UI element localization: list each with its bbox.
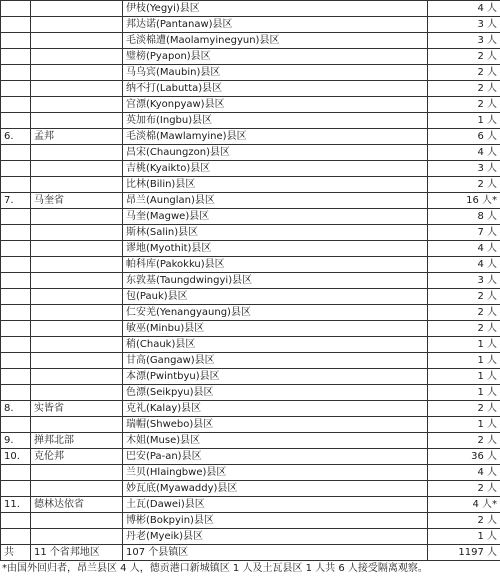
- table-row: [1, 481, 500, 497]
- region-name: 掸邦北部: [31, 433, 123, 449]
- region-name: [31, 465, 123, 481]
- case-count: 2 人: [428, 433, 500, 449]
- table-row: [1, 513, 500, 529]
- region-name: [31, 81, 123, 97]
- table-row: [1, 193, 500, 209]
- row-number: [1, 241, 31, 257]
- region-name: [31, 1, 123, 17]
- table-row: [1, 529, 500, 545]
- row-number: [1, 337, 31, 353]
- county-name: 包(Pauk)县区: [123, 289, 428, 305]
- region-name: [31, 481, 123, 497]
- region-name: 孟邦: [31, 129, 123, 145]
- row-number: [1, 161, 31, 177]
- row-number: [1, 113, 31, 129]
- case-count: 1 人: [428, 417, 500, 433]
- case-count: 1197 人: [428, 545, 500, 561]
- county-name: 克礼(Kalay)县区: [123, 401, 428, 417]
- row-number: [1, 273, 31, 289]
- county-name: 土瓦(Dawei)县区: [123, 497, 428, 513]
- table-row: [1, 81, 500, 97]
- table-row: [1, 257, 500, 273]
- county-name: 斯林(Salin)县区: [123, 225, 428, 241]
- case-count: 1 人: [428, 113, 500, 129]
- region-name: 克伦邦: [31, 449, 123, 465]
- row-number: [1, 369, 31, 385]
- region-name: [31, 321, 123, 337]
- table-row: [1, 49, 500, 65]
- table-row: [1, 401, 500, 417]
- region-name: [31, 513, 123, 529]
- table-row: [1, 417, 500, 433]
- row-number: [1, 65, 31, 81]
- row-number: 8.: [1, 401, 31, 417]
- region-name: 11 个省邦地区: [31, 545, 123, 561]
- total-row: [1, 545, 500, 561]
- county-name: 兰贝(Hlaingbwe)县区: [123, 465, 428, 481]
- region-name: [31, 17, 123, 33]
- county-name: 宫漂(Kyonpyaw)县区: [123, 97, 428, 113]
- region-name: [31, 257, 123, 273]
- table-row: [1, 241, 500, 257]
- region-name: [31, 33, 123, 49]
- row-number: 共: [1, 545, 31, 561]
- row-number: [1, 145, 31, 161]
- row-number: [1, 289, 31, 305]
- region-name: [31, 161, 123, 177]
- row-number: 11.: [1, 497, 31, 513]
- case-count: 1 人: [428, 385, 500, 401]
- case-count: 4 人: [428, 257, 500, 273]
- footnote: *由国外回归者，昂兰县区 4 人，德贡港口新城镇区 1 人及土瓦县区 1 人共 6 人接受隔离观察。: [0, 561, 500, 576]
- table-row: [1, 129, 500, 145]
- case-count: 6 人: [428, 129, 500, 145]
- case-count: 3 人: [428, 33, 500, 49]
- region-name: [31, 273, 123, 289]
- table-row: [1, 433, 500, 449]
- table-row: [1, 289, 500, 305]
- row-number: [1, 353, 31, 369]
- region-name: [31, 177, 123, 193]
- table-row: [1, 113, 500, 129]
- table-row: [1, 161, 500, 177]
- county-name: 马奎(Magwe)县区: [123, 209, 428, 225]
- county-name: 昂兰(Aunglan)县区: [123, 193, 428, 209]
- table-row: [1, 65, 500, 81]
- case-count: 2 人: [428, 401, 500, 417]
- table-row: [1, 97, 500, 113]
- case-count: 1 人: [428, 529, 500, 545]
- table-row: [1, 209, 500, 225]
- table-row: [1, 1, 500, 17]
- table-row: [1, 273, 500, 289]
- row-number: 9.: [1, 433, 31, 449]
- region-name: [31, 209, 123, 225]
- table-row: [1, 497, 500, 513]
- county-name: 伊枝(Yegyi)县区: [123, 1, 428, 17]
- case-count: 2 人: [428, 289, 500, 305]
- region-name: [31, 353, 123, 369]
- table-row: [1, 369, 500, 385]
- region-name: [31, 417, 123, 433]
- row-number: [1, 529, 31, 545]
- case-count: 1 人: [428, 369, 500, 385]
- county-name: 毛淡棉(Mawlamyine)县区: [123, 129, 428, 145]
- case-count: 1 人: [428, 337, 500, 353]
- row-number: [1, 465, 31, 481]
- case-count: 7 人: [428, 225, 500, 241]
- table-row: [1, 449, 500, 465]
- case-count: 4 人*: [428, 497, 500, 513]
- region-name: [31, 305, 123, 321]
- case-count: 2 人: [428, 65, 500, 81]
- row-number: [1, 1, 31, 17]
- row-number: [1, 321, 31, 337]
- row-number: [1, 513, 31, 529]
- row-number: [1, 81, 31, 97]
- county-name: 吉桃(Kyaikto)县区: [123, 161, 428, 177]
- region-name: [31, 65, 123, 81]
- row-number: [1, 17, 31, 33]
- row-number: [1, 97, 31, 113]
- region-name: [31, 289, 123, 305]
- table-row: [1, 177, 500, 193]
- table-row: [1, 145, 500, 161]
- case-count: 3 人: [428, 17, 500, 33]
- row-number: 10.: [1, 449, 31, 465]
- row-number: [1, 209, 31, 225]
- case-count: 3 人: [428, 161, 500, 177]
- region-name: [31, 113, 123, 129]
- county-name: 甘高(Gangaw)县区: [123, 353, 428, 369]
- case-count: 4 人: [428, 465, 500, 481]
- region-name: [31, 529, 123, 545]
- case-count: 1 人: [428, 353, 500, 369]
- region-name: [31, 97, 123, 113]
- row-number: [1, 177, 31, 193]
- table-row: [1, 33, 500, 49]
- county-name: 妙瓦底(Myawaddy)县区: [123, 481, 428, 497]
- table-row: [1, 465, 500, 481]
- region-name: [31, 225, 123, 241]
- table-row: [1, 305, 500, 321]
- case-count: 2 人: [428, 49, 500, 65]
- region-name: 德林达依省: [31, 497, 123, 513]
- row-number: [1, 385, 31, 401]
- row-number: [1, 481, 31, 497]
- row-number: [1, 49, 31, 65]
- row-number: [1, 225, 31, 241]
- county-name: 木姐(Muse)县区: [123, 433, 428, 449]
- county-name: 璧榜(Pyapon)县区: [123, 49, 428, 65]
- table-row: [1, 385, 500, 401]
- table-row: [1, 353, 500, 369]
- case-count: 2 人: [428, 305, 500, 321]
- row-number: [1, 257, 31, 273]
- county-name: 毛淡棉遭(Maolamyinegyun)县区: [123, 33, 428, 49]
- table-row: [1, 17, 500, 33]
- region-name: [31, 369, 123, 385]
- county-name: 邦达诺(Pantanaw)县区: [123, 17, 428, 33]
- county-name: 色漂(Seikpyu)县区: [123, 385, 428, 401]
- case-count: 3 人: [428, 273, 500, 289]
- case-count: 2 人: [428, 481, 500, 497]
- county-name: 仁安羌(Yenangyaung)县区: [123, 305, 428, 321]
- row-number: 7.: [1, 193, 31, 209]
- region-name: [31, 385, 123, 401]
- county-name: 本漂(Pwintbyu)县区: [123, 369, 428, 385]
- case-count: 36 人: [428, 449, 500, 465]
- county-name: 博彬(Bokpyin)县区: [123, 513, 428, 529]
- case-count: 4 人: [428, 241, 500, 257]
- county-name: 谬地(Myothit)县区: [123, 241, 428, 257]
- county-name: 瑞帽(Shwebo)县区: [123, 417, 428, 433]
- county-name: 敏巫(Minbu)县区: [123, 321, 428, 337]
- county-name: 稍(Chauk)县区: [123, 337, 428, 353]
- case-count: 8 人: [428, 209, 500, 225]
- case-count: 2 人: [428, 97, 500, 113]
- table-row: [1, 321, 500, 337]
- row-number: [1, 305, 31, 321]
- table-row: [1, 225, 500, 241]
- county-name: 107 个县镇区: [123, 545, 428, 561]
- region-name: 实皆省: [31, 401, 123, 417]
- row-number: 6.: [1, 129, 31, 145]
- case-count: 4 人: [428, 1, 500, 17]
- county-name: 纳不打(Labutta)县区: [123, 81, 428, 97]
- case-count: 4 人: [428, 145, 500, 161]
- case-count: 2 人: [428, 81, 500, 97]
- row-number: [1, 417, 31, 433]
- case-count: 2 人: [428, 321, 500, 337]
- region-name: 马奎省: [31, 193, 123, 209]
- county-name: 东敦基(Taungdwingyi)县区: [123, 273, 428, 289]
- region-name: [31, 337, 123, 353]
- county-name: 马乌宾(Maubin)县区: [123, 65, 428, 81]
- region-name: [31, 241, 123, 257]
- region-name: [31, 145, 123, 161]
- case-table-body: [1, 1, 500, 561]
- county-name: 比林(Bilin)县区: [123, 177, 428, 193]
- row-number: [1, 33, 31, 49]
- county-name: 帕科库(Pakokku)县区: [123, 257, 428, 273]
- case-count: 16 人*: [428, 193, 500, 209]
- table-row: [1, 337, 500, 353]
- county-name: 丹老(Myeik)县区: [123, 529, 428, 545]
- case-count: 2 人: [428, 177, 500, 193]
- case-count: 2 人: [428, 513, 500, 529]
- region-name: [31, 49, 123, 65]
- county-name: 英加布(Ingbu)县区: [123, 113, 428, 129]
- county-name: 巴安(Pa-an)县区: [123, 449, 428, 465]
- county-name: 昌宋(Chaungzon)县区: [123, 145, 428, 161]
